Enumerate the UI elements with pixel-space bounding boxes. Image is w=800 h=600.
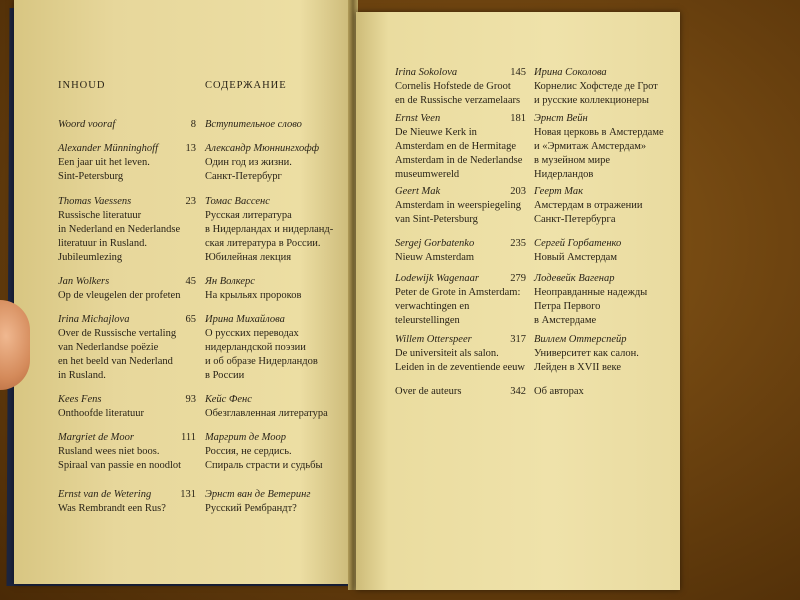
author-name-ru: Ян Волкерс xyxy=(205,276,255,287)
page-number: 93 xyxy=(185,394,196,405)
toc-entry-ru-column xyxy=(534,237,621,265)
author-name-ru: Сергей Горбатенко xyxy=(534,238,622,249)
title-line-ru: и «Эрмитаж Амстердам» xyxy=(534,141,647,152)
author-name-nl: Willem Otterspeer xyxy=(395,334,472,345)
title-line-nl: Een jaar uit het leven. xyxy=(58,157,150,168)
page-number: 131 xyxy=(180,489,196,500)
title-line-ru: Обезглавленная литература xyxy=(205,408,328,419)
toc-entry-ru-column xyxy=(205,195,333,265)
author-name-ru: Ирина Михайлова xyxy=(205,314,285,325)
title-line-nl: verwachtingen en xyxy=(395,301,470,312)
page-number: 317 xyxy=(510,334,526,345)
title-line-ru: Юбилейная лекция xyxy=(205,252,292,263)
author-name-nl: Irina Michajlova xyxy=(58,314,130,325)
author-name-ru: Маргрит де Моор xyxy=(205,432,286,443)
toc-entry-ru-column xyxy=(205,488,310,516)
toc-entry-ru-column xyxy=(205,275,301,303)
title-line-nl: Amsterdam in de Nederlandse xyxy=(395,155,523,166)
author-name-ru: Александр Мюннингхофф xyxy=(205,143,320,154)
title-line-ru: Корнелис Хофстеде де Грот xyxy=(534,81,658,92)
page-number: 145 xyxy=(510,67,526,78)
title-line-ru: Санкт-Петербург xyxy=(205,171,282,182)
title-line-nl: van Sint-Petersburg xyxy=(395,214,478,225)
page-number: 279 xyxy=(510,273,526,284)
title-line-nl: Peter de Grote in Amsterdam: xyxy=(395,287,521,298)
toc-entry-ru-column xyxy=(534,272,647,328)
toc-entry-nl-column xyxy=(58,313,176,383)
title-line-ru: и об образе Нидерландов xyxy=(205,356,318,367)
title-line-ru: Вступительное слово xyxy=(205,119,302,130)
author-name-nl: Ernst van de Wetering xyxy=(58,489,152,500)
toc-entry-ru-column xyxy=(534,385,584,399)
title-line-nl: Russische literatuur xyxy=(58,210,142,221)
page-number: 111 xyxy=(181,432,196,443)
title-line-ru: Лейден в XVII веке xyxy=(534,362,621,373)
page-number: 235 xyxy=(510,238,526,249)
page-number: 23 xyxy=(185,196,196,207)
title-line-ru: Спираль страсти и судьбы xyxy=(205,460,323,471)
title-line-nl: in Rusland. xyxy=(58,370,106,381)
title-line-nl: Over de auteurs xyxy=(395,386,462,397)
author-name-ru: Эрнст Вейн xyxy=(534,113,588,124)
title-line-nl: museumwereld xyxy=(395,169,460,180)
title-line-nl: Onthoofde literatuur xyxy=(58,408,145,419)
author-name-ru: Ирина Соколова xyxy=(534,67,607,78)
toc-entry-nl-column xyxy=(58,142,158,184)
page-number: 181 xyxy=(510,113,526,124)
toc-entry-nl-column xyxy=(58,275,180,303)
toc-entry-nl-column xyxy=(58,118,115,132)
title-line-ru: в музейном мире xyxy=(534,155,611,166)
title-line-nl: in Nederland en Nederlandse xyxy=(58,224,181,235)
toc-entry-nl-column xyxy=(58,393,144,421)
title-line-nl: Cornelis Hofstede de Groot xyxy=(395,81,511,92)
author-name-ru: Геерт Мак xyxy=(534,186,584,197)
title-line-nl: Spiraal van passie en noodlot xyxy=(58,460,182,471)
title-line-ru: Об авторах xyxy=(534,386,584,397)
title-line-ru: в России xyxy=(205,370,245,381)
title-line-ru: Неоправданные надежды xyxy=(534,287,648,298)
header-nl: INHOUD xyxy=(58,80,106,91)
author-name-nl: Jan Wolkers xyxy=(58,276,110,287)
author-name-nl: Alexander Münninghoff xyxy=(58,143,159,154)
author-name-nl: Kees Fens xyxy=(58,394,102,405)
title-line-nl: Sint-Petersburg xyxy=(58,171,124,182)
author-name-nl: Sergej Gorbatenko xyxy=(395,238,475,249)
title-line-nl: Jubileumlezing xyxy=(58,252,123,263)
page-number: 203 xyxy=(510,186,526,197)
page-number: 13 xyxy=(185,143,196,154)
title-line-nl: literatuur in Rusland. xyxy=(58,238,147,249)
title-line-ru: На крыльях пророков xyxy=(205,290,302,301)
page-number: 45 xyxy=(185,276,196,287)
author-name-ru: Кейс Фенс xyxy=(205,394,252,405)
page-number: 8 xyxy=(190,119,196,130)
title-line-nl: De universiteit als salon. xyxy=(395,348,499,359)
page-number: 65 xyxy=(185,314,196,325)
title-line-ru: О русских переводах xyxy=(205,328,299,339)
title-line-nl: en de Russische verzamelaars xyxy=(395,95,521,106)
title-line-ru: Санкт-Петербурга xyxy=(534,214,616,225)
title-line-nl: van Nederlandse poëzie xyxy=(58,342,159,353)
toc-entry-ru-column xyxy=(205,118,302,132)
title-line-ru: Новый Амстердам xyxy=(534,252,617,263)
title-line-nl: Amsterdam en de Hermitage xyxy=(395,141,516,152)
title-line-nl: teleurstellingen xyxy=(395,315,460,326)
toc-entry-nl-column xyxy=(58,431,181,473)
title-line-nl: Nieuw Amsterdam xyxy=(395,252,475,263)
title-line-ru: Россия, не сердись. xyxy=(205,446,292,457)
toc-entry-ru-column xyxy=(205,431,323,473)
title-line-nl: Leiden in de zeventiende eeuw xyxy=(395,362,526,373)
toc-entry-ru-column xyxy=(205,313,318,383)
author-name-nl: Geert Mak xyxy=(395,186,441,197)
title-line-nl: Amsterdam in weerspiegeling xyxy=(395,200,521,211)
author-name-nl: Irina Sokolova xyxy=(395,67,458,78)
title-line-ru: Амстердам в отражении xyxy=(534,200,643,211)
toc-entry-ru-column xyxy=(534,333,639,375)
toc-entry-nl-column xyxy=(395,237,474,265)
title-line-ru: Петра Первого xyxy=(534,301,601,312)
author-name-ru: Виллем Оттерспейр xyxy=(534,334,627,345)
toc-entry-ru-column xyxy=(534,112,664,182)
page-number: 342 xyxy=(510,386,526,397)
title-line-ru: Нидерландов xyxy=(534,169,594,180)
toc-entry-ru-column xyxy=(205,142,319,184)
title-line-nl: Op de vleugelen der profeten xyxy=(58,290,181,301)
title-line-nl: Over de Russische vertaling xyxy=(58,328,177,339)
title-line-nl: Was Rembrandt een Rus? xyxy=(58,503,166,514)
title-line-ru: нидерландской поэзии xyxy=(205,342,306,353)
title-line-ru: в Нидерландах и нидерланд- xyxy=(205,224,334,235)
author-name-nl: Lodewijk Wagenaar xyxy=(395,273,479,284)
toc-entry-ru-column xyxy=(534,66,658,108)
toc-entry-ru-column xyxy=(534,185,642,227)
title-line-ru: Русская литература xyxy=(205,210,292,221)
author-name-nl: Ernst Veen xyxy=(395,113,441,124)
toc-entry-nl-column xyxy=(58,488,166,516)
title-line-ru: ская литература в России. xyxy=(205,238,321,249)
header-ru: СОДЕРЖАНИЕ xyxy=(205,80,287,91)
toc-entry-nl-column xyxy=(58,195,180,265)
title-line-nl: en het beeld van Nederland xyxy=(58,356,173,367)
title-line-ru: Русский Рембрандт? xyxy=(205,503,297,514)
author-name-nl: Thomas Vaessens xyxy=(58,196,132,207)
title-line-ru: Университет как салон. xyxy=(534,348,639,359)
title-line-nl: De Nieuwe Kerk in xyxy=(395,127,477,138)
title-line-nl: Woord vooraf xyxy=(58,119,116,130)
author-name-nl: Margriet de Moor xyxy=(58,432,135,443)
title-line-ru: и русские коллекционеры xyxy=(534,95,649,106)
title-line-nl: Rusland wees niet boos. xyxy=(58,446,160,457)
author-name-ru: Эрнст ван де Ветеринг xyxy=(205,489,311,500)
title-line-ru: Новая церковь в Амстердаме xyxy=(534,127,664,138)
title-line-ru: Один год из жизни. xyxy=(205,157,292,168)
title-line-ru: в Амстердаме xyxy=(534,315,597,326)
toc-entry-nl-column xyxy=(395,385,461,399)
author-name-ru: Томас Вассенс xyxy=(205,196,270,207)
toc-entry-ru-column xyxy=(205,393,328,421)
author-name-ru: Лодевейк Вагенар xyxy=(534,273,615,284)
